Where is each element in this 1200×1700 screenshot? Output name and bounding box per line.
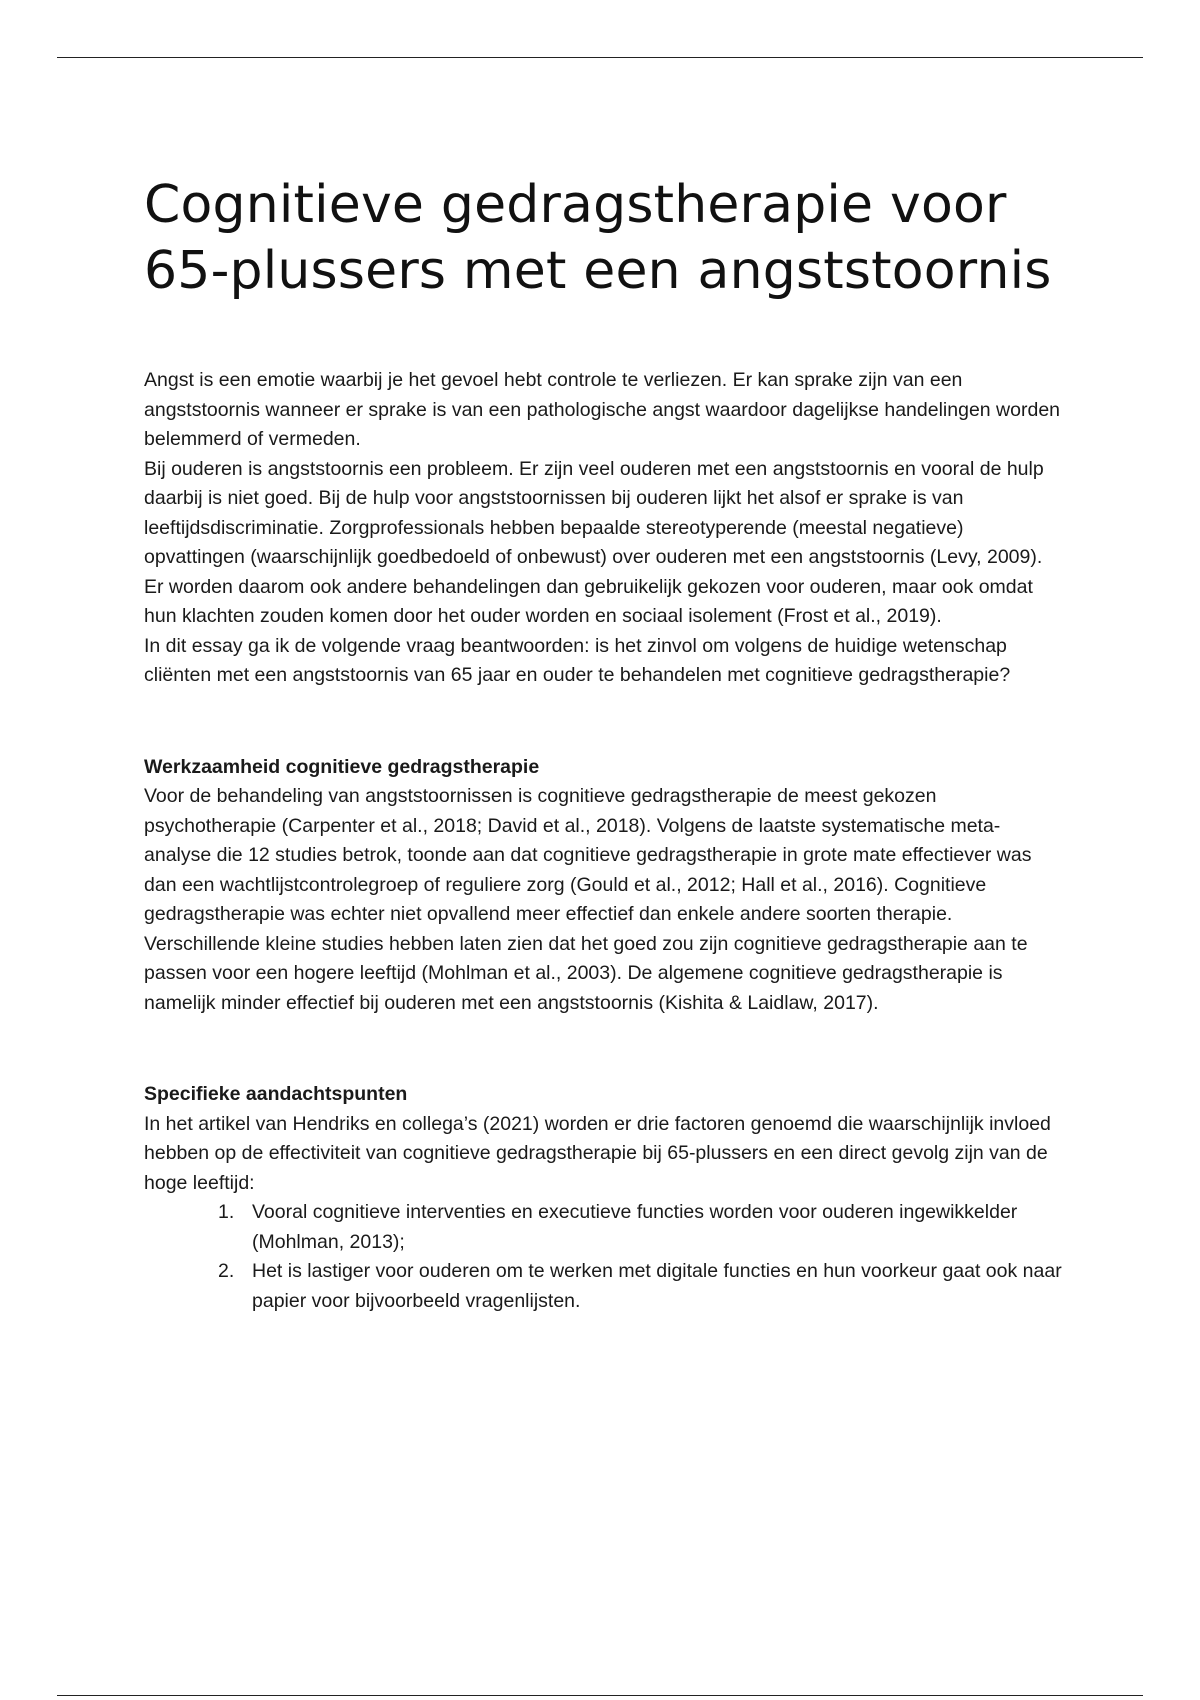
section-paragraph: In het artikel van Hendriks en collega’s (2021) worden er drie factoren genoemd die waarschijnlijk invloed hebben op de effectiviteit van cognitieve gedragstherapie bij 65-plussers en een direct gevolg zijn van de hoge leeftijd: [144,1112,1051,1194]
bottom-rule [57,1695,1143,1696]
intro-section [144,366,1064,691]
intro-paragraph-3: In dit essay ga ik de volgende vraag beantwoorden: is het zinvol om volgens de huidige wetenschap cliënten met een angststoornis van 65 jaar en ouder te behandelen met cognitieve gedragstherapie? [144,634,1011,686]
list-item [144,1257,1064,1316]
list-number: 1. [218,1201,235,1223]
section-heading: Specifieke aandachtspunten [144,1083,408,1105]
section-paragraph: Verschillende kleine studies hebben laten zien dat het goed zou zijn cognitieve gedragstherapie aan te passen voor een hogere leeftijd (Mohlman et al., 2003). De algemene cognitieve gedragstherapie is namelijk minder effectief bij ouderen met een angststoornis (Kishita & Laidlaw, 2017). [144,932,1028,1014]
list-number: 2. [218,1260,235,1282]
intro-paragraph-1: Angst is een emotie waarbij je het gevoel hebt controle te verliezen. Er kan sprake zijn van een angststoornis wanneer er sprake is van een pathologische angst waardoor dagelijkse handelingen worden belemmerd of vermeden. [144,369,1061,450]
section-aandachtspunten [144,1080,1064,1316]
document-body [144,172,1064,1316]
numbered-list [144,1198,1064,1316]
list-text: Het is lastiger voor ouderen om te werken met digitale functies en hun voorkeur gaat ook naar papier voor bijvoorbeeld vragenlijsten. [252,1260,1062,1312]
section-werkzaamheid [144,753,1064,1019]
list-text: Vooral cognitieve interventies en executieve functies worden voor ouderen ingewikkelder (Mohlman, 2013); [252,1201,1018,1253]
section-heading: Werkzaamheid cognitieve gedragstherapie [144,755,540,778]
intro-paragraph-2: Bij ouderen is angststoornis een probleem. Er zijn veel ouderen met een angststoornis en vooral de hulp daarbij is niet goed. Bij de hulp voor angststoornissen bij ouderen lijkt het alsof er sprake is van leeftijdsdiscriminatie. Zorgprofessionals hebben bepaalde stereotyperende (meestal negatieve) opvattingen (waarschijnlijk goedbedoeld of onbewust) over ouderen met een angststoornis (Levy, 2009). Er worden daarom ook andere behandelingen dan gebruikelijk gekozen voor ouderen, maar ook omdat hun klachten zouden komen door het ouder worden en sociaal isolement (Frost et al., 2019). [144,457,1044,627]
document-title: Cognitieve gedragstherapie voor 65-plussers met een angststoornis [144,175,1052,301]
list-item [144,1198,1064,1257]
top-rule [57,57,1143,58]
section-paragraph: Voor de behandeling van angststoornissen is cognitieve gedragstherapie de meest gekozen psychotherapie (Carpenter et al., 2018; David et al., 2018). Volgens de laatste systematische meta-analyse die 12 studies betrok, toonde aan dat cognitieve gedragstherapie in grote mate effectiever was dan een wachtlijstcontrolegroep of reguliere zorg (Gould et al., 2012; Hall et al., 2016). Cognitieve gedragstherapie was echter niet opvallend meer effectief dan enkele andere soorten therapie. [144,785,1032,925]
